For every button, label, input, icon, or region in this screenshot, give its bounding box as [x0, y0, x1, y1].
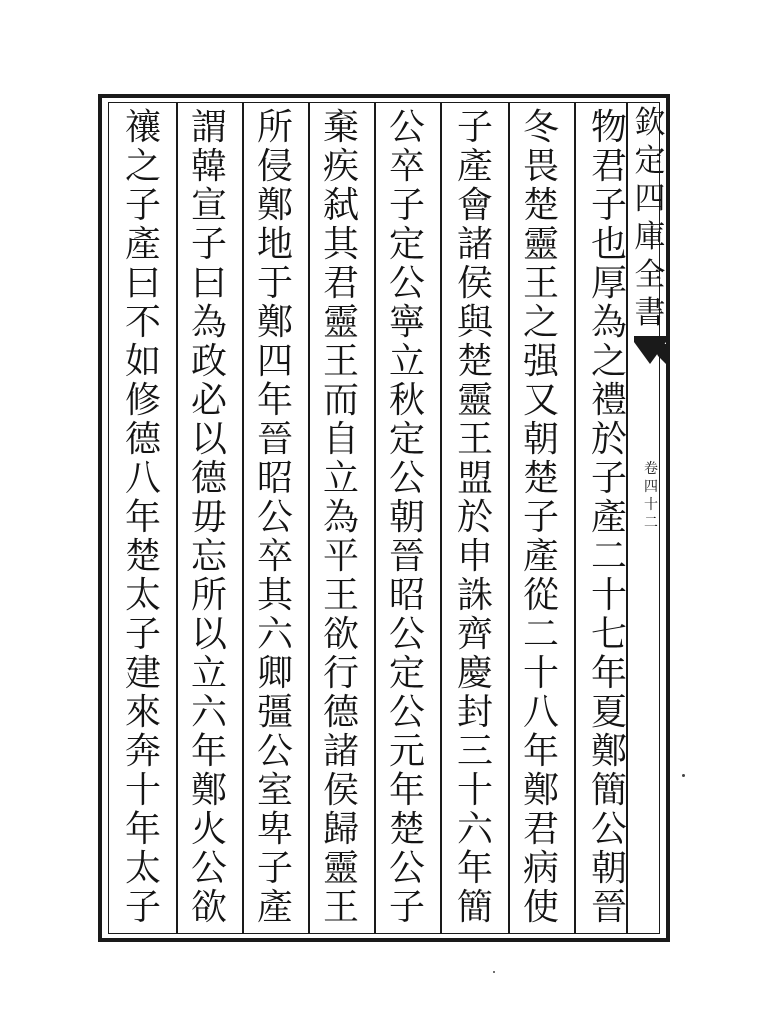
text-char: 寧 — [388, 302, 425, 343]
text-char: 申 — [456, 536, 493, 577]
text-char: 君 — [590, 146, 627, 187]
text-char: 十 — [456, 770, 493, 811]
text-char: 强 — [522, 341, 559, 382]
text-char: 於 — [456, 497, 493, 538]
title-char: 庫 — [634, 219, 666, 255]
text-char: 與 — [456, 302, 493, 343]
text-char: 子 — [190, 224, 227, 265]
text-char: 王 — [456, 419, 493, 460]
text-char: 公 — [256, 497, 293, 538]
chapter-char: 四 — [644, 479, 658, 495]
text-char: 十 — [590, 575, 627, 616]
text-char: 侯 — [456, 263, 493, 304]
text-char: 朝 — [522, 419, 559, 460]
text-char: 建 — [124, 653, 161, 694]
text-char: 君 — [522, 809, 559, 850]
text-char: 自 — [322, 419, 359, 460]
text-char: 二 — [522, 614, 559, 655]
text-char: 為 — [590, 302, 627, 343]
text-char: 卒 — [388, 146, 425, 187]
text-char: 曰 — [190, 263, 227, 304]
text-char: 太 — [124, 848, 161, 889]
text-char: 以 — [190, 614, 227, 655]
text-char: 子 — [590, 185, 627, 226]
text-char: 三 — [456, 731, 493, 772]
text-char: 晉 — [256, 419, 293, 460]
text-char: 其 — [322, 224, 359, 265]
text-char: 朝 — [388, 497, 425, 538]
text-char: 鄭 — [590, 731, 627, 772]
text-char: 立 — [322, 458, 359, 499]
text-char: 十 — [522, 653, 559, 694]
text-char: 晉 — [590, 887, 627, 928]
text-char: 八 — [124, 458, 161, 499]
text-char: 欲 — [190, 887, 227, 928]
text-char: 四 — [256, 341, 293, 382]
text-char: 為 — [190, 302, 227, 343]
text-char: 朝 — [590, 848, 627, 889]
text-char: 楚 — [522, 458, 559, 499]
text-char: 子 — [590, 458, 627, 499]
text-column-8 — [110, 107, 176, 928]
text-char: 靈 — [456, 380, 493, 421]
text-char: 秋 — [388, 380, 425, 421]
text-char: 定 — [388, 419, 425, 460]
text-char: 侯 — [322, 770, 359, 811]
text-char: 弑 — [322, 185, 359, 226]
text-char: 德 — [124, 419, 161, 460]
text-column-2 — [508, 107, 574, 928]
text-char: 王 — [322, 341, 359, 382]
text-char: 所 — [190, 575, 227, 616]
text-char: 太 — [124, 575, 161, 616]
text-char: 誅 — [456, 575, 493, 616]
text-char: 公 — [388, 692, 425, 733]
text-char: 平 — [322, 536, 359, 577]
text-char: 簡 — [456, 887, 493, 928]
text-char: 子 — [256, 848, 293, 889]
text-char: 齊 — [456, 614, 493, 655]
text-char: 產 — [124, 224, 161, 265]
text-char: 王 — [522, 263, 559, 304]
text-char: 使 — [522, 887, 559, 928]
text-char: 其 — [256, 575, 293, 616]
text-char: 又 — [522, 380, 559, 421]
text-char: 楚 — [388, 809, 425, 850]
text-char: 以 — [190, 419, 227, 460]
text-char: 封 — [456, 692, 493, 733]
text-char: 地 — [256, 224, 293, 265]
text-char: 公 — [388, 107, 425, 148]
text-column-4 — [374, 107, 440, 928]
text-char: 奔 — [124, 731, 161, 772]
text-char: 不 — [124, 302, 161, 343]
text-column-1 — [576, 107, 642, 928]
text-char: 子 — [456, 107, 493, 148]
text-char: 年 — [124, 497, 161, 538]
text-char: 靈 — [322, 302, 359, 343]
text-char: 夏 — [590, 692, 627, 733]
text-char: 政 — [190, 341, 227, 382]
text-char: 之 — [522, 302, 559, 343]
text-char: 韓 — [190, 146, 227, 187]
text-char: 必 — [190, 380, 227, 421]
text-char: 晉 — [388, 536, 425, 577]
title-char: 欽 — [634, 105, 666, 141]
text-char: 於 — [590, 419, 627, 460]
title-char: 四 — [634, 181, 666, 217]
text-char: 慶 — [456, 653, 493, 694]
text-char: 元 — [388, 731, 425, 772]
text-char: 子 — [388, 185, 425, 226]
text-char: 也 — [590, 224, 627, 265]
text-char: 卒 — [256, 536, 293, 577]
text-char: 公 — [388, 263, 425, 304]
chapter-char: 二 — [644, 515, 658, 531]
text-char: 彊 — [256, 692, 293, 733]
text-char: 卿 — [256, 653, 293, 694]
text-char: 之 — [590, 341, 627, 382]
text-char: 楚 — [124, 536, 161, 577]
text-char: 盟 — [456, 458, 493, 499]
text-char: 定 — [388, 224, 425, 265]
text-char: 王 — [322, 887, 359, 928]
text-char: 年 — [388, 770, 425, 811]
text-char: 產 — [590, 497, 627, 538]
text-char: 卑 — [256, 809, 293, 850]
text-char: 從 — [522, 575, 559, 616]
text-char: 子 — [124, 887, 161, 928]
text-char: 棄 — [322, 107, 359, 148]
text-char: 來 — [124, 692, 161, 733]
text-char: 疾 — [322, 146, 359, 187]
text-char: 修 — [124, 380, 161, 421]
text-char: 冬 — [522, 107, 559, 148]
text-char: 禳 — [124, 107, 161, 148]
text-char: 子 — [388, 887, 425, 928]
text-char: 德 — [322, 692, 359, 733]
text-char: 所 — [256, 107, 293, 148]
text-char: 昭 — [256, 458, 293, 499]
text-char: 年 — [256, 380, 293, 421]
text-char: 于 — [256, 263, 293, 304]
text-char: 君 — [322, 263, 359, 304]
text-char: 昭 — [388, 575, 425, 616]
text-char: 德 — [190, 458, 227, 499]
text-char: 產 — [256, 887, 293, 928]
text-char: 病 — [522, 848, 559, 889]
text-char: 六 — [456, 809, 493, 850]
text-char: 二 — [590, 536, 627, 577]
chapter-char: 十 — [644, 497, 658, 513]
text-char: 侵 — [256, 146, 293, 187]
text-char: 物 — [590, 107, 627, 148]
text-char: 之 — [124, 146, 161, 187]
text-char: 年 — [590, 653, 627, 694]
text-char: 年 — [124, 809, 161, 850]
text-char: 十 — [124, 770, 161, 811]
title-char: 全 — [634, 257, 666, 293]
text-char: 楚 — [522, 185, 559, 226]
title-char: 定 — [634, 143, 666, 179]
text-char: 七 — [590, 614, 627, 655]
text-char: 宣 — [190, 185, 227, 226]
text-char: 公 — [388, 458, 425, 499]
text-char: 禮 — [590, 380, 627, 421]
text-char: 產 — [456, 146, 493, 187]
text-char: 為 — [322, 497, 359, 538]
text-char: 靈 — [522, 224, 559, 265]
text-char: 謂 — [190, 107, 227, 148]
text-char: 而 — [322, 380, 359, 421]
text-char: 子 — [124, 614, 161, 655]
text-char: 簡 — [590, 770, 627, 811]
text-char: 子 — [124, 185, 161, 226]
title-char: 書 — [634, 295, 666, 331]
text-char: 王 — [322, 575, 359, 616]
text-char: 如 — [124, 341, 161, 382]
text-char: 諸 — [456, 224, 493, 265]
text-char: 定 — [388, 653, 425, 694]
text-char: 公 — [388, 614, 425, 655]
scan-speck — [682, 774, 685, 777]
text-char: 欲 — [322, 614, 359, 655]
text-char: 厚 — [590, 263, 627, 304]
text-char: 鄭 — [190, 770, 227, 811]
text-char: 靈 — [322, 848, 359, 889]
text-char: 子 — [522, 497, 559, 538]
text-char: 歸 — [322, 809, 359, 850]
text-char: 鄭 — [522, 770, 559, 811]
text-char: 室 — [256, 770, 293, 811]
text-char: 六 — [256, 614, 293, 655]
text-char: 立 — [388, 341, 425, 382]
text-char: 忘 — [190, 536, 227, 577]
text-char: 年 — [190, 731, 227, 772]
text-char: 八 — [522, 692, 559, 733]
text-char: 鄭 — [256, 185, 293, 226]
text-column-5 — [308, 107, 374, 928]
text-char: 鄭 — [256, 302, 293, 343]
text-char: 諸 — [322, 731, 359, 772]
text-char: 楚 — [456, 341, 493, 382]
text-char: 會 — [456, 185, 493, 226]
text-char: 畏 — [522, 146, 559, 187]
chapter-char: 卷 — [644, 461, 658, 477]
text-char: 六 — [190, 692, 227, 733]
text-column-7 — [176, 107, 242, 928]
text-char: 公 — [388, 848, 425, 889]
text-column-3 — [442, 107, 508, 928]
scan-speck — [493, 971, 495, 973]
text-char: 曰 — [124, 263, 161, 304]
text-char: 火 — [190, 809, 227, 850]
text-char: 行 — [322, 653, 359, 694]
text-char: 年 — [456, 848, 493, 889]
text-char: 公 — [590, 809, 627, 850]
text-char: 產 — [522, 536, 559, 577]
text-char: 公 — [190, 848, 227, 889]
text-column-6 — [242, 107, 308, 928]
text-char: 公 — [256, 731, 293, 772]
text-char: 年 — [522, 731, 559, 772]
text-char: 立 — [190, 653, 227, 694]
text-char: 毋 — [190, 497, 227, 538]
